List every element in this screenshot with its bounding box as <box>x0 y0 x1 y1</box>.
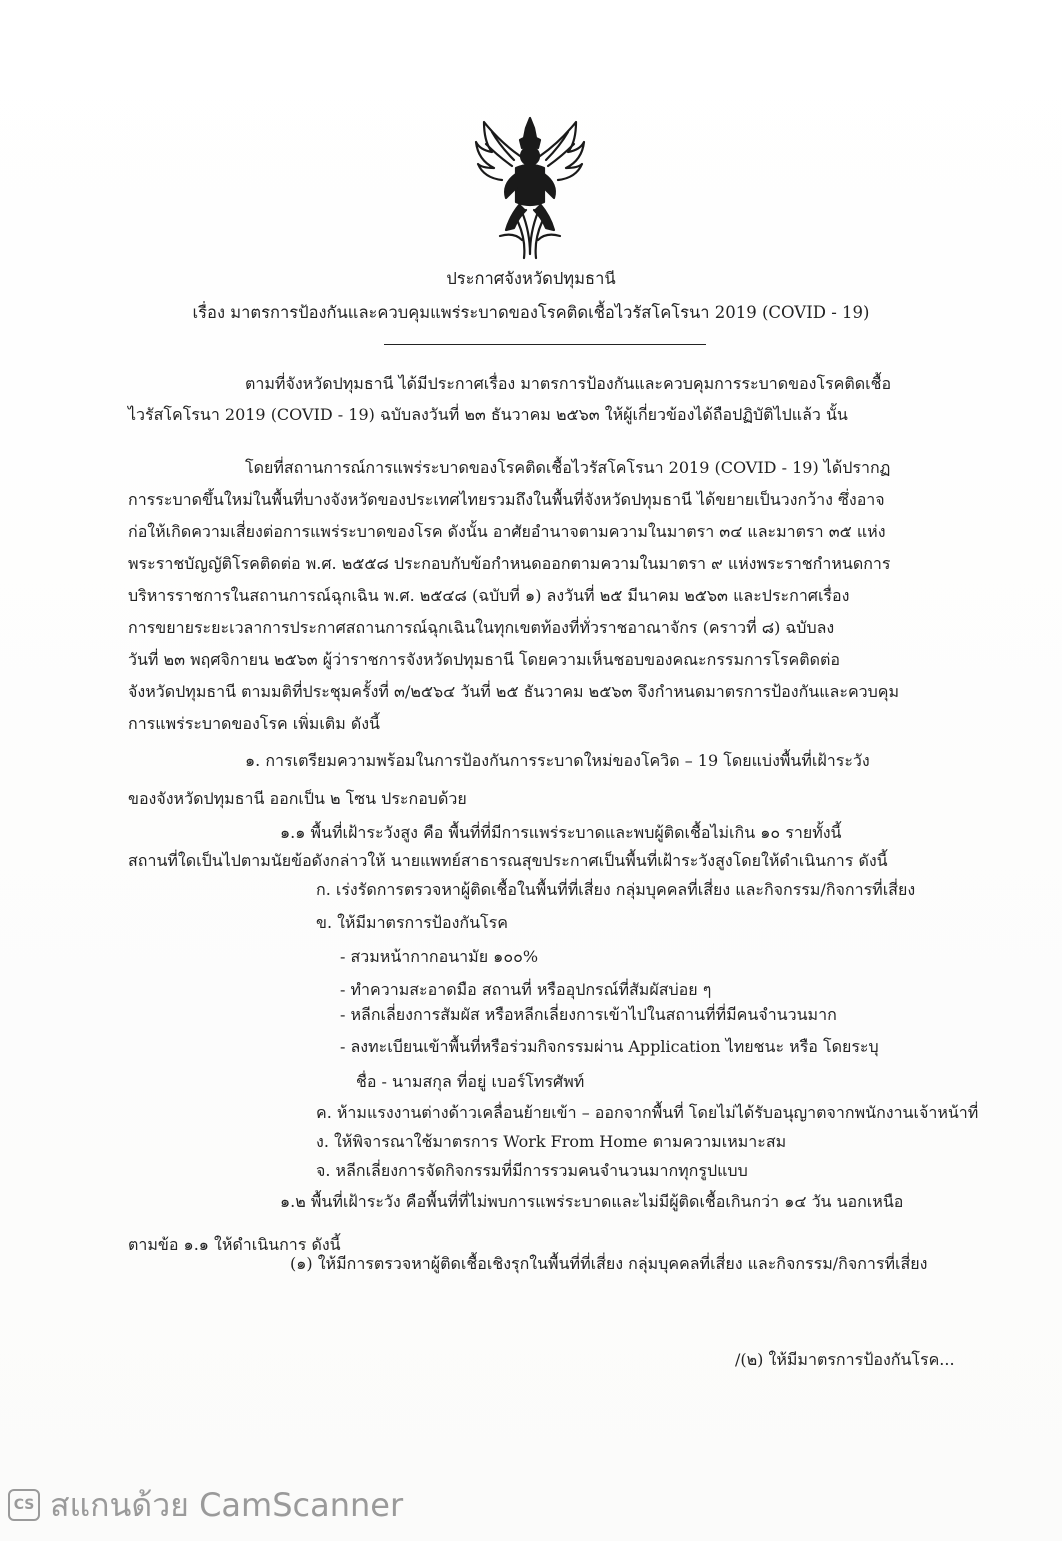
bullet-item: - ลงทะเบียนเข้าพื้นที่หรือร่วมกิจกรรมผ่าน Application ไทยชนะ หรือ โดยระบุ <box>340 1037 879 1056</box>
body-line: ตามที่จังหวัดปทุมธานี ได้มีประกาศเรื่อง มาตรการป้องกันและควบคุมการระบาดของโรคติดเชื้อ <box>245 374 892 393</box>
list-item: ก. เร่งรัดการตรวจหาผู้ติดเชื้อในพื้นที่ที่เสี่ยง กลุ่มบุคคลที่เสี่ยง และกิจกรรม/กิจการที่เสี่ยง <box>316 880 916 899</box>
list-item: จ. หลีกเลี่ยงการจัดกิจกรรมที่มีการรวมคนจำนวนมากทุกรูปแบบ <box>316 1161 748 1180</box>
camscanner-watermark <box>8 1485 403 1525</box>
garuda-emblem-icon <box>470 112 590 262</box>
body-line: ไวรัสโคโรนา 2019 (COVID - 19) ฉบับลงวันที่ ๒๓ ธันวาคม ๒๕๖๓ ให้ผู้เกี่ยวข้องได้ถือปฏิบัติไปแล้ว นั้น <box>128 405 848 424</box>
body-line: โดยที่สถานการณ์การแพร่ระบาดของโรคติดเชื้อไวรัสโคโรนา 2019 (COVID - 19) ได้ปรากฏ <box>245 458 891 477</box>
bullet-item-continuation: ชื่อ - นามสกุล ที่อยู่ เบอร์โทรศัพท์ <box>356 1072 585 1091</box>
section-heading: ๑. การเตรียมความพร้อมในการป้องกันการระบาดใหม่ของโควิด – 19 โดยแบ่งพื้นที่เฝ้าระวัง <box>245 751 870 770</box>
list-item: ข. ให้มีมาตรการป้องกันโรค <box>316 913 508 932</box>
body-line: วันที่ ๒๓ พฤศจิกายน ๒๕๖๓ ผู้ว่าราชการจังหวัดปทุมธานี โดยความเห็นชอบของคณะกรรมการโรคติดต่อ <box>128 650 840 669</box>
body-line: ก่อให้เกิดความเสี่ยงต่อการแพร่ระบาดของโรค ดังนั้น อาศัยอำนาจตามความในมาตรา ๓๔ และมาตรา ๓๕ แห่ง <box>128 522 886 541</box>
body-line: จังหวัดปทุมธานี ตามมติที่ประชุมครั้งที่ ๓/๒๕๖๔ วันที่ ๒๕ ธันวาคม ๒๕๖๓ จึงกำหนดมาตรการป้องกันและควบคุม <box>128 682 900 701</box>
subsection-heading: ๑.๑ พื้นที่เฝ้าระวังสูง คือ พื้นที่ที่มีการแพร่ระบาดและพบผู้ติดเชื้อไม่เกิน ๑๐ รายทั้งนี้ <box>280 823 842 842</box>
title-divider <box>384 344 706 345</box>
list-item: ง. ให้พิจารณาใช้มาตรการ Work From Home ตามความเหมาะสม <box>316 1132 787 1151</box>
list-item: (๑) ให้มีการตรวจหาผู้ติดเชื้อเชิงรุกในพื้นที่ที่เสี่ยง กลุ่มบุคคลที่เสี่ยง และกิจกรรม/กิจการที่เสี่ยง <box>290 1254 928 1273</box>
watermark-text: สแกนด้วย CamScanner <box>50 1485 404 1524</box>
body-line: ของจังหวัดปทุมธานี ออกเป็น ๒ โซน ประกอบด้วย <box>128 789 467 808</box>
document-subject: เรื่อง มาตรการป้องกันและควบคุมแพร่ระบาดของโรคติดเชื้อไวรัสโคโรนา 2019 (COVID - 19) <box>192 303 870 322</box>
page-continuation: /(๒) ให้มีมาตรการป้องกันโรค... <box>735 1350 955 1369</box>
camscanner-logo-icon: CS <box>8 1489 40 1521</box>
body-line: บริหารราชการในสถานการณ์ฉุกเฉิน พ.ศ. ๒๕๔๘ (ฉบับที่ ๑) ลงวันที่ ๒๕ มีนาคม ๒๕๖๓ และประกาศเรื่อง <box>128 586 850 605</box>
body-line: การขยายระยะเวลาการประกาศสถานการณ์ฉุกเฉินในทุกเขตท้องที่ทั่วราชอาณาจักร (คราวที่ ๘) ฉบับลง <box>128 618 835 637</box>
list-item: ค. ห้ามแรงงานต่างด้าวเคลื่อนย้ายเข้า – ออกจากพื้นที่ โดยไม่ได้รับอนุญาตจากพนักงานเจ้าหน้าที่ <box>316 1103 979 1122</box>
body-line: การแพร่ระบาดของโรค เพิ่มเติม ดังนี้ <box>128 714 380 733</box>
body-line: การระบาดขึ้นใหม่ในพื้นที่บางจังหวัดของประเทศไทยรวมถึงในพื้นที่จังหวัดปทุมธานี ได้ขยายเป็นวงกว้าง ซึ่งอาจ <box>128 490 885 509</box>
bullet-item: - ทำความสะอาดมือ สถานที่ หรืออุปกรณ์ที่สัมผัสบ่อย ๆ <box>340 980 712 999</box>
subsection-heading: ๑.๒ พื้นที่เฝ้าระวัง คือพื้นที่ที่ไม่พบการแพร่ระบาดและไม่มีผู้ติดเชื้อเกินกว่า ๑๔ วัน นอกเหนือ <box>280 1192 904 1211</box>
document-title: ประกาศจังหวัดปทุมธานี <box>446 269 616 288</box>
body-line: พระราชบัญญัติโรคติดต่อ พ.ศ. ๒๕๕๘ ประกอบกับข้อกำหนดออกตามความในมาตรา ๙ แห่งพระราชกำหนดการ <box>128 554 891 573</box>
body-line: สถานที่ใดเป็นไปตามนัยข้อดังกล่าวให้ นายแพทย์สาธารณสุขประกาศเป็นพื้นที่เฝ้าระวังสูงโดยให้ดำเนินการ ดังนี้ <box>128 851 888 870</box>
bullet-item: - หลีกเลี่ยงการสัมผัส หรือหลีกเลี่ยงการเข้าไปในสถานที่ที่มีคนจำนวนมาก <box>340 1005 837 1024</box>
body-line: ตามข้อ ๑.๑ ให้ดำเนินการ ดังนี้ <box>128 1235 341 1254</box>
bullet-item: - สวมหน้ากากอนามัย ๑๐๐% <box>340 947 539 966</box>
